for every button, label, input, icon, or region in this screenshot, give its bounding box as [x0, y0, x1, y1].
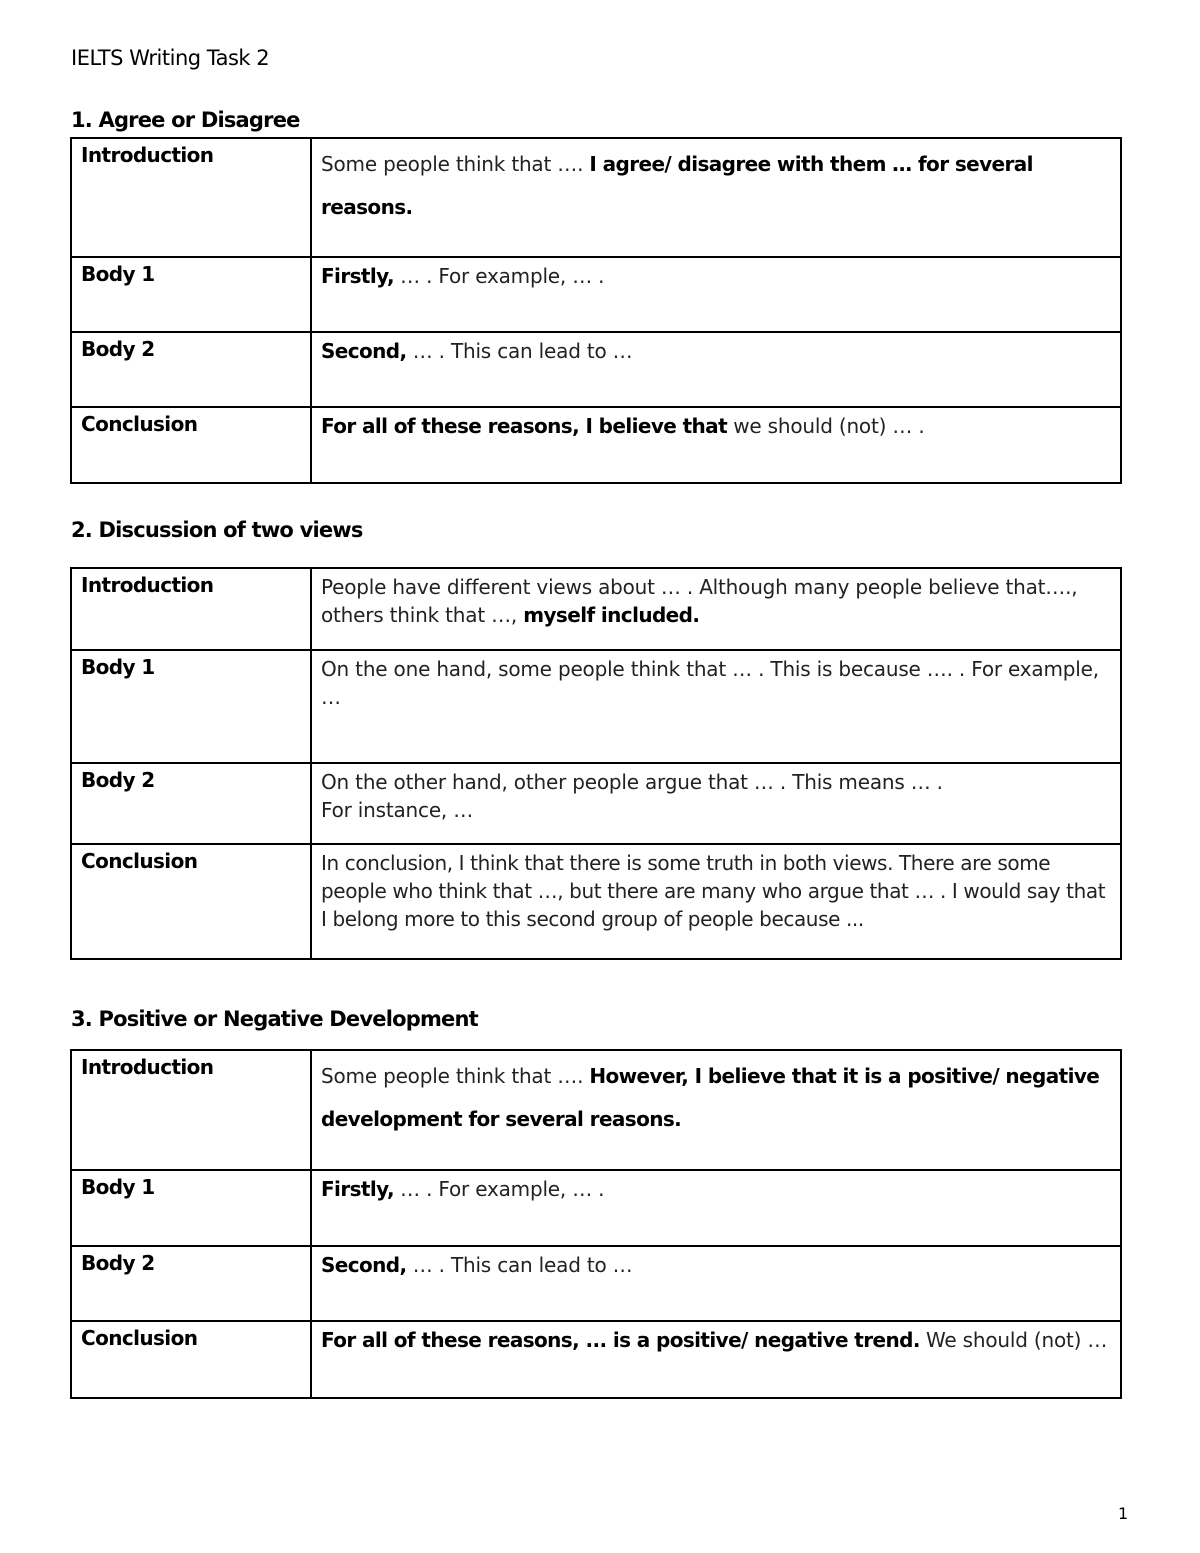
row-text-emphasis: Second, [321, 1253, 407, 1277]
table-row [71, 568, 1121, 650]
row-text [311, 1246, 1121, 1321]
row-text-part: Some people think that …. [321, 1064, 590, 1088]
row-text-part: … . For example, … . [393, 1177, 605, 1201]
row-text [311, 844, 1121, 959]
row-text [311, 650, 1121, 763]
row-label: Body 2 [71, 332, 311, 407]
table-row [71, 650, 1121, 763]
row-text-part: … . For example, … . [393, 264, 605, 288]
row-text-emphasis: I agree/ disagree with them … for several reasons. [321, 152, 1033, 219]
row-text [311, 332, 1121, 407]
row-text-emphasis: Firstly, [321, 1177, 394, 1201]
row-text-part: We should (not) … [919, 1328, 1108, 1352]
row-label: Introduction [71, 1050, 311, 1170]
row-text [311, 257, 1121, 332]
row-text-part: On the other hand, other people argue that … . This means … . For instance, … [321, 770, 943, 822]
row-label: Conclusion [71, 1321, 311, 1398]
row-text [311, 1170, 1121, 1246]
row-text [311, 568, 1121, 650]
row-label: Body 1 [71, 650, 311, 763]
row-text-part: Some people think that …. [321, 152, 590, 176]
row-text [311, 138, 1121, 257]
table-row [71, 763, 1121, 844]
row-label: Body 2 [71, 763, 311, 844]
table-row [71, 1050, 1121, 1170]
row-text-part: On the one hand, some people think that … . This is because …. . For example, … [321, 657, 1099, 709]
row-text-part: … . This can lead to … [406, 1253, 633, 1277]
row-label: Conclusion [71, 407, 311, 483]
row-text-emphasis: However, I believe that it is a positive/ negative development for several reasons. [321, 1064, 1100, 1131]
table-row [71, 1170, 1121, 1246]
table-row [71, 1246, 1121, 1321]
table-row [71, 1321, 1121, 1398]
document-title: IELTS Writing Task 2 [71, 46, 270, 70]
section-3-table [70, 1049, 1122, 1399]
row-text [311, 1321, 1121, 1398]
row-label: Body 2 [71, 1246, 311, 1321]
table-row [71, 138, 1121, 257]
row-text-part: People have different views about … . Although many people believe that…., others think that …, [321, 575, 1078, 627]
row-label: Body 1 [71, 1170, 311, 1246]
row-label: Conclusion [71, 844, 311, 959]
row-text-emphasis: For all of these reasons, ... is a positive/ negative trend. [321, 1328, 920, 1352]
row-label: Body 1 [71, 257, 311, 332]
table-row [71, 332, 1121, 407]
table-row [71, 844, 1121, 959]
table-row [71, 407, 1121, 483]
section-1-table [70, 137, 1122, 484]
row-label: Introduction [71, 568, 311, 650]
row-text [311, 407, 1121, 483]
section-3-heading: 3. Positive or Negative Development [71, 1007, 478, 1031]
row-text-emphasis: myself included. [523, 603, 700, 627]
row-text-part: … . This can lead to … [406, 339, 633, 363]
section-1-heading: 1. Agree or Disagree [71, 108, 300, 132]
row-text-part: we should (not) … . [727, 414, 925, 438]
row-text-emphasis: For all of these reasons, I believe that [321, 414, 728, 438]
row-text [311, 763, 1121, 844]
section-2-table [70, 567, 1122, 960]
row-text [311, 1050, 1121, 1170]
row-text-part: In conclusion, I think that there is some truth in both views. There are some people who think that …, but there are many who argue that … . I would say that I belong more to this second group of people because ... [321, 851, 1106, 931]
page-number: 1 [1118, 1504, 1129, 1523]
section-2-heading: 2. Discussion of two views [71, 518, 363, 542]
row-text-emphasis: Second, [321, 339, 407, 363]
row-text-emphasis: Firstly, [321, 264, 394, 288]
table-row [71, 257, 1121, 332]
row-label: Introduction [71, 138, 311, 257]
